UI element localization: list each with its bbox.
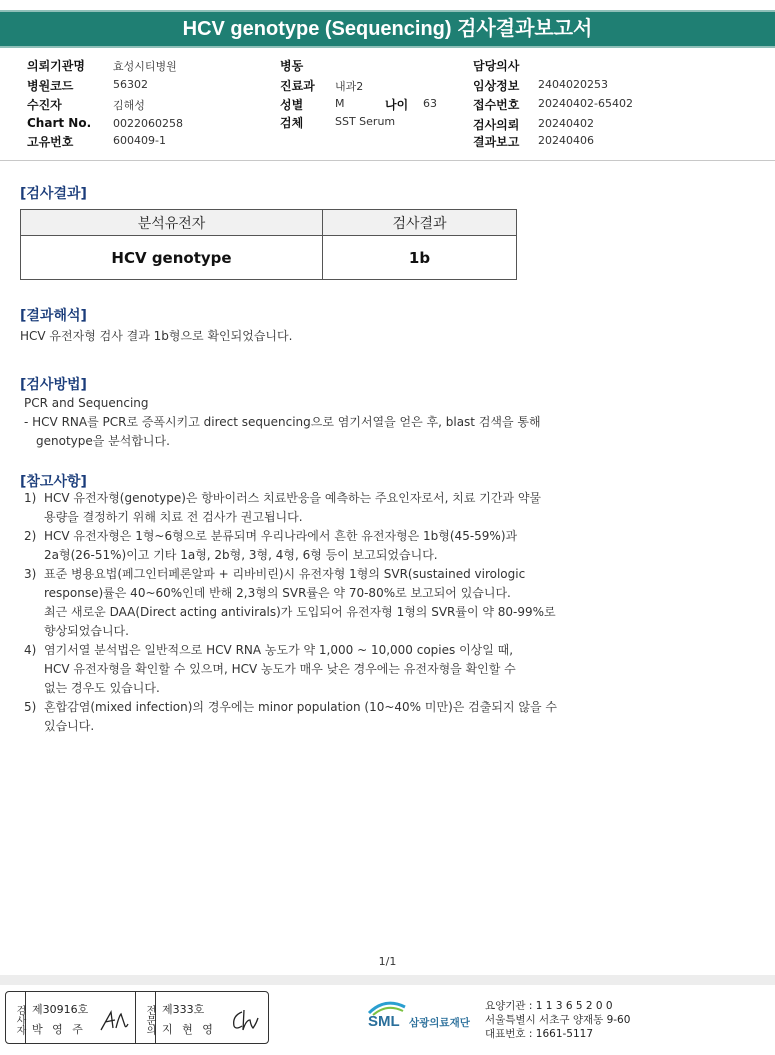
institution-number: 요양기관 : 1 1 3 6 5 2 0 0 [485, 1000, 613, 1012]
note-number: 4) [24, 643, 37, 657]
table-row [21, 236, 517, 280]
sml-logo [365, 997, 477, 1037]
note-line: 용량을 결정하기 위해 치료 전 검사가 권고됩니다. [44, 510, 303, 524]
receipt-no-value: 20240402-65402 [538, 97, 633, 110]
tester-signature-icon [99, 1008, 129, 1034]
notes-heading: [참고사항] [20, 474, 87, 490]
note-number: 5) [24, 700, 37, 714]
contact-info [485, 999, 630, 1041]
clinical-info-label: 임상정보 [473, 79, 520, 93]
column-header-result: 검사결과 [323, 210, 517, 236]
chart-no-value: 0022060258 [113, 117, 183, 130]
requesting-org-label: 의뢰기관명 [27, 59, 85, 73]
column-header-gene: 분석유전자 [21, 210, 323, 236]
patient-info [0, 56, 775, 152]
note-line: HCV 유전자형을 확인할 수 있으며, HCV 농도가 매우 낮은 경우에는 유전자형을 확인할 수 [44, 662, 516, 676]
list-item [24, 698, 664, 736]
department-label: 진료과 [280, 79, 315, 93]
note-line: 2a형(26-51%)이고 기타 1a형, 2b형, 3형, 4형, 6형 등이 보고되었습니다. [44, 548, 438, 562]
expert-name: 지 현 영 [162, 1023, 216, 1036]
patient-label: 수진자 [27, 98, 62, 112]
method-line-3: genotype을 분석합니다. [36, 434, 170, 448]
clinical-info-value: 2404020253 [538, 78, 608, 91]
note-line: HCV 유전자형은 1형~6형으로 분류되며 우리나라에서 흔한 유전자형은 1b형(45-59%)과 [44, 529, 518, 543]
unique-no-value: 600409-1 [113, 134, 166, 147]
unique-no-label: 고유번호 [27, 135, 74, 149]
tester-cell [26, 992, 136, 1043]
specimen-label: 검체 [280, 116, 304, 130]
report-title: HCV genotype (Sequencing) 검사결과보고서 [0, 10, 775, 48]
note-line: 표준 병용요법(페그인터페론알파 + 리바비린)시 유전자형 1형의 SVR(sustained virologic [44, 567, 526, 581]
tester-license: 제30916호 [32, 1003, 89, 1016]
gene-cell: HCV genotype [21, 236, 323, 280]
note-number: 3) [24, 567, 37, 581]
interpretation-text: HCV 유전자형 검사 결과 1b형으로 확인되었습니다. [20, 329, 293, 343]
tester-label: 검사자 [6, 992, 26, 1043]
note-line: HCV 유전자형(genotype)은 항바이러스 치료반응을 예측하는 주요인자로서, 치료 기간과 약물 [44, 491, 542, 505]
list-item [24, 641, 664, 698]
expert-license: 제333호 [162, 1003, 205, 1016]
note-line: 없는 경우도 있습니다. [44, 681, 160, 695]
note-line: 염기서열 분석법은 일반적으로 HCV RNA 농도가 약 1,000 ~ 10,000 copies 이상일 때, [44, 643, 514, 657]
request-date-label: 검사의뢰 [473, 118, 520, 132]
note-line: 있습니다. [44, 719, 95, 733]
specimen-value: SST Serum [335, 115, 396, 128]
hospital-code-value: 56302 [113, 78, 148, 91]
note-number: 1) [24, 491, 37, 505]
list-item [24, 489, 664, 527]
results-table [20, 209, 517, 280]
phone: 대표번호 : 1661-5117 [485, 1028, 594, 1040]
footer-band [0, 975, 775, 985]
list-item [24, 565, 664, 641]
age-label: 나이 [385, 98, 409, 112]
department-value: 내과2 [335, 80, 364, 93]
note-line: response)률은 40~60%인데 반해 2,3형의 SVR률은 약 70-80%로 보고되어 있습니다. [44, 586, 511, 600]
result-cell: 1b [323, 236, 517, 280]
report-date-value: 20240406 [538, 134, 594, 147]
chart-no-label: Chart No. [27, 116, 92, 130]
list-item [24, 527, 664, 565]
results-heading: [검사결과] [20, 186, 87, 202]
doctor-label: 담당의사 [473, 59, 520, 73]
note-number: 2) [24, 529, 37, 543]
requesting-org-value: 효성시티병원 [113, 60, 177, 73]
note-line: 향상되었습니다. [44, 624, 129, 638]
request-date-value: 20240402 [538, 117, 594, 130]
expert-label: 전문의 [136, 992, 156, 1043]
note-line: 최근 새로운 DAA(Direct acting antivirals)가 도입되어 유전자형 1형의 SVR률이 약 80-99%로 [44, 605, 556, 619]
expert-signature-icon [230, 1008, 260, 1034]
receipt-no-label: 접수번호 [473, 98, 520, 112]
method-line-1: PCR and Sequencing [24, 396, 149, 410]
report-date-label: 결과보고 [473, 135, 520, 149]
hospital-code-label: 병원코드 [27, 79, 74, 93]
method-heading: [검사방법] [20, 377, 87, 393]
note-line: 혼합감염(mixed infection)의 경우에는 minor population (10~40% 미만)은 검출되지 않을 수 [44, 700, 557, 714]
signature-box [5, 991, 269, 1044]
ward-label: 병동 [280, 59, 304, 73]
notes-list [24, 489, 664, 736]
interpretation-heading: [결과해석] [20, 308, 87, 324]
method-line-2: - HCV RNA를 PCR로 증폭시키고 direct sequencing으로 염기서열을 얻은 후, blast 검색을 통해 [24, 415, 541, 429]
address: 서울특별시 서초구 양재동 9-60 [485, 1014, 631, 1026]
expert-cell [156, 992, 266, 1043]
age-value: 63 [423, 97, 437, 110]
patient-value: 김해성 [113, 99, 145, 112]
logo-name: 삼광의료재단 [409, 1017, 470, 1029]
sex-value: M [335, 97, 345, 110]
divider [0, 160, 775, 161]
logo-abbr: SML [368, 1013, 400, 1030]
tester-name: 박 영 주 [32, 1023, 86, 1036]
page-number: 1/1 [378, 955, 397, 968]
sex-label: 성별 [280, 98, 304, 112]
